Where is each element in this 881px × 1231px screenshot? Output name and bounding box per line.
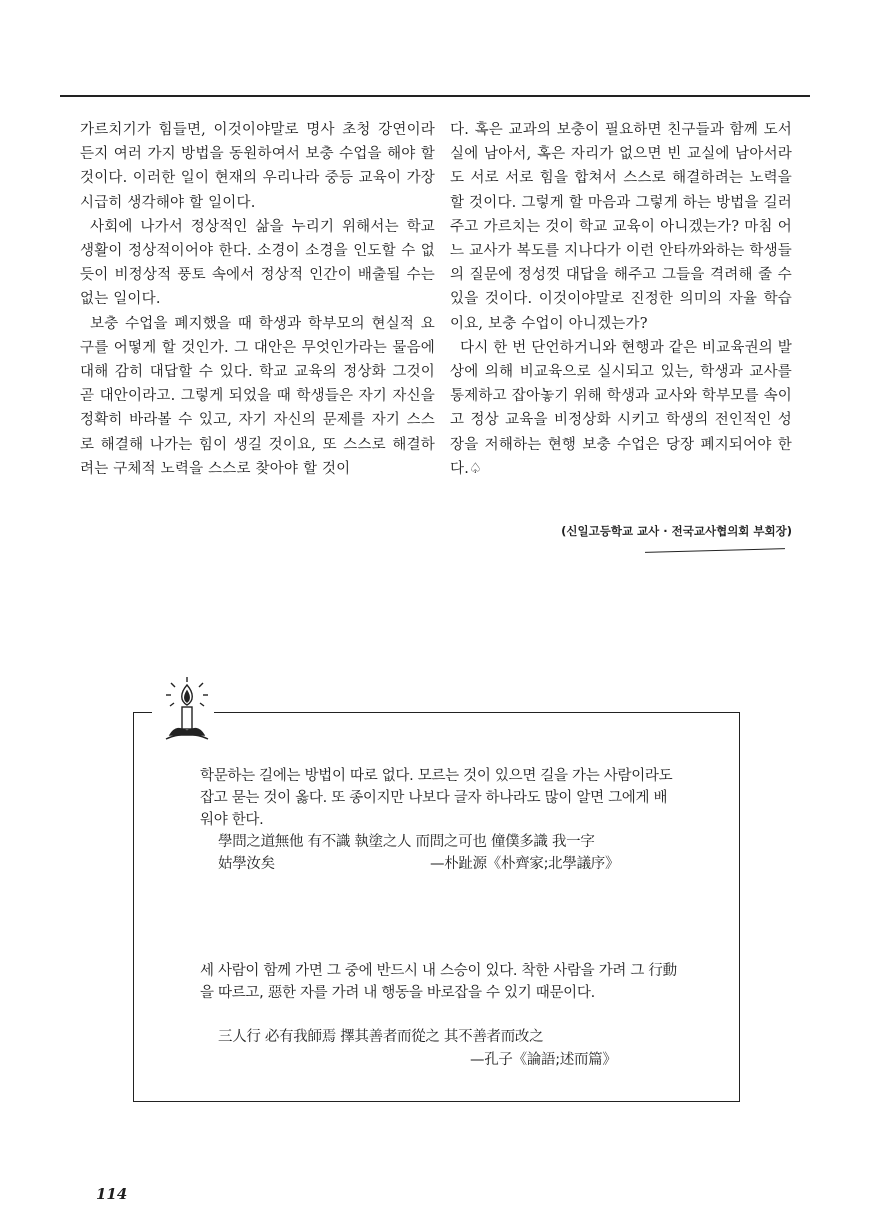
quote-source: —孔子《論語;述而篇》 (470, 1052, 617, 1068)
quote-source: —朴趾源《朴齊家;北學議序》 (430, 856, 620, 872)
article-paragraph: 사회에 나가서 정상적인 삶을 누리기 위해서는 학교 생활이 정상적이어야 한다. 소경이 소경을 인도할 수 없듯이 비정상적 풍토 속에서 정상적 인간이 배출될 수는 없는 일이다. (80, 218, 435, 308)
article-paragraph: 보충 수업을 폐지했을 때 학생과 학부모의 현실적 요구를 어떻게 할 것인가. 그 대안은 무엇인가라는 물음에 대해 감히 대답할 수 있다. 학교 교육의 정상화 그것이 곧 대안이라고. 그렇게 되었을 때 학생들은 자기 자신을 정확히 바라볼 수 있고, 자기 자신의 문제를 자기 스스로 해결해 나가는 힘이 생길 것이요, 또 스스로 해결하려는 구체적 노력을 스스로 찾아야 할 것이 (80, 315, 435, 477)
quote-korean-text: 세 사람이 함께 가면 그 중에 반드시 내 스승이 있다. 착한 사람을 가려 그 行動을 따르고, 惡한 자를 가려 내 행동을 바로잡을 수 있기 때문이다. (200, 963, 677, 1001)
author-signature: (신일고등학교 교사 · 전국교사협의회 부회장) (561, 524, 792, 538)
article-left-column (80, 118, 435, 481)
candle-icon (158, 675, 216, 743)
signature-rule (645, 548, 785, 553)
article-right-column (450, 118, 792, 481)
top-rule (60, 95, 810, 97)
quote-hanja-text: 學問之道無他 有不識 執塗之人 而問之可也 僮僕多識 我一字 (218, 834, 595, 850)
article-paragraph: 가르치기가 힘들면, 이것이야말로 명사 초청 강연이라든지 여러 가지 방법을 동원하여서 보충 수업을 해야 할 것이다. 이러한 일이 현재의 우리나라 중등 교육이 가장 시급히 생각해야 할 일이다. (80, 122, 435, 211)
quote-korean-text: 학문하는 길에는 방법이 따로 없다. 모르는 것이 있으면 길을 가는 사람이라도 잡고 묻는 것이 옳다. 또 종이지만 나보다 글자 하나라도 많이 알면 그에게 배워야 한다. (200, 768, 673, 828)
page-number: 114 (96, 1185, 128, 1203)
quote-hanja-text: 姑學汝矣 (218, 856, 275, 872)
article-paragraph: 다. 혹은 교과의 보충이 필요하면 친구들과 함께 도서실에 남아서, 혹은 자리가 없으면 빈 교실에 남아서라도 서로 서로 힘을 합쳐서 스스로 해결하려는 노력을 할 것이다. 그렇게 할 마음과 그렇게 하는 방법을 길러주고 가르치는 것이 학교 교육이 아니겠는가? 마침 어느 교사가 복도를 지나다가 이런 안타까와하는 학생들의 질문에 정성껏 대답을 해주고 그들을 격려해 줄 수 있을 것이다. 이것이야말로 진정한 의미의 자율 학습이요, 보충 수업이 아니겠는가? (450, 122, 792, 332)
quote-hanja-text: 三人行 必有我師焉 擇其善者而從之 其不善者而改之 (218, 1029, 544, 1045)
article-paragraph: 다시 한 번 단언하거니와 현행과 같은 비교육권의 발상에 의해 비교육으로 실시되고 있는, 학생과 교사를 통제하고 잡아놓기 위해 학생과 교사와 학부모를 속이고 정상 교육을 비정상화 시키고 학생의 전인적인 성장을 저해하는 현행 보충 수업은 당장 폐지되어야 한다.♤ (450, 339, 793, 477)
